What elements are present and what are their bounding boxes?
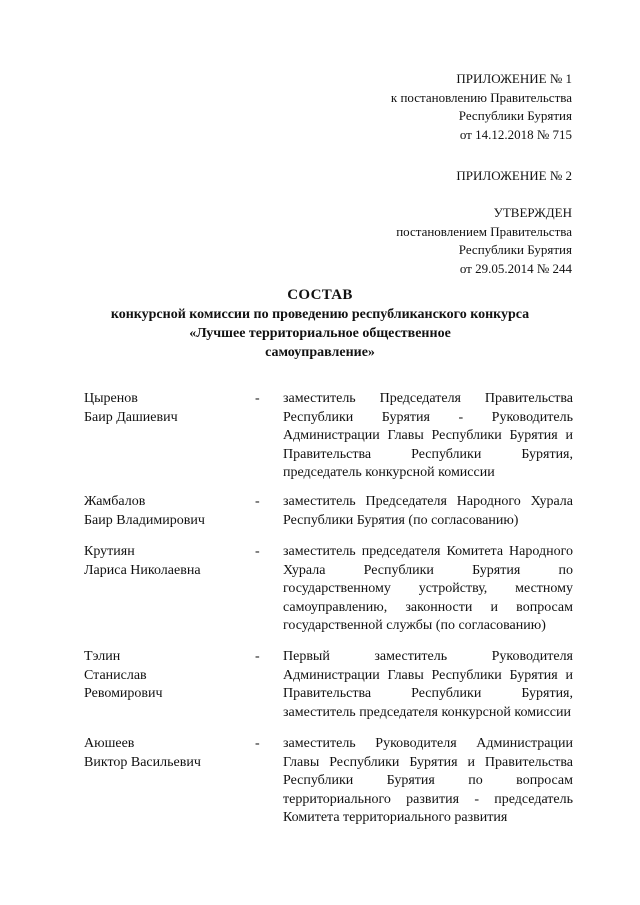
appendix-1-line: Республики Бурятия <box>458 108 572 123</box>
member-role: Первый заместитель Руководителя Администрации Главы Республики Бурятия и Правительства Республики Бурятия, заместитель председателя конкурсной комиссии <box>283 649 573 720</box>
member-given-name: Лариса Николаевна <box>84 562 201 578</box>
appendix-2-line: от 29.05.2014 № 244 <box>459 260 572 276</box>
member-role: заместитель Руководителя Администрации Главы Республики Бурятия и Правительства Республики Бурятия по вопросам территориального развития - председатель Комитета территориального развития <box>283 736 573 826</box>
member-surname: Тэлин <box>84 649 121 664</box>
member-given-name: Станислав <box>84 667 147 683</box>
member-role: заместитель председателя Комитета Народного Хурала Республики Бурятия по государственному устройству, местному самоуправлению, законности и вопросам государственной службы (по согласованию) <box>283 544 573 634</box>
title-line: самоуправление» <box>265 345 375 360</box>
member-dash: - <box>255 736 260 751</box>
member-dash: - <box>255 494 260 509</box>
member-given-name: Баир Дашиевич <box>84 409 178 425</box>
document-title <box>60 286 580 362</box>
member-surname: Аюшеев <box>84 736 135 751</box>
appendix-2-spacer <box>396 186 572 205</box>
member-dash: - <box>255 391 260 406</box>
member-name <box>84 390 254 427</box>
member-role: заместитель Председателя Народного Хурала Республики Бурятия (по согласованию) <box>283 494 573 528</box>
appendix-1-line: от 14.12.2018 № 715 <box>459 126 572 142</box>
member-dash: - <box>255 544 260 559</box>
appendix-1-line: ПРИЛОЖЕНИЕ № 1 <box>456 71 572 86</box>
member-role: заместитель Председателя Правительства Республики Бурятия - Руководитель Администрации Главы Республики Бурятия и Правительства Республики Бурятия, председатель конкурсной комиссии <box>283 391 573 481</box>
member-dash: - <box>255 649 260 664</box>
appendix-2-header <box>396 167 572 278</box>
member-name <box>84 648 254 704</box>
appendix-1-header <box>391 70 572 144</box>
member-given-name: Баир Владимирович <box>84 512 205 528</box>
title-main: СОСТАВ <box>287 287 353 303</box>
appendix-2-line: постановлением Правительства <box>396 223 572 239</box>
appendix-1-line: к постановлению Правительства <box>390 89 572 105</box>
member-name <box>84 493 254 530</box>
appendix-2-line: ПРИЛОЖЕНИЕ № 2 <box>456 168 572 183</box>
title-line: «Лучшее территориальное общественное <box>189 326 451 341</box>
member-surname: Крутиян <box>84 544 135 559</box>
member-patronymic: Ревомирович <box>84 686 163 702</box>
member-surname: Жамбалов <box>84 494 146 509</box>
appendix-2-line: Республики Бурятия <box>458 242 572 257</box>
member-name <box>84 735 254 772</box>
member-surname: Цыренов <box>84 391 138 406</box>
member-name <box>84 543 254 580</box>
appendix-2-line: УТВЕРЖДЕН <box>493 205 572 220</box>
title-line: конкурсной комиссии по проведению республиканского конкурса <box>110 307 530 322</box>
member-given-name: Виктор Васильевич <box>84 754 201 770</box>
